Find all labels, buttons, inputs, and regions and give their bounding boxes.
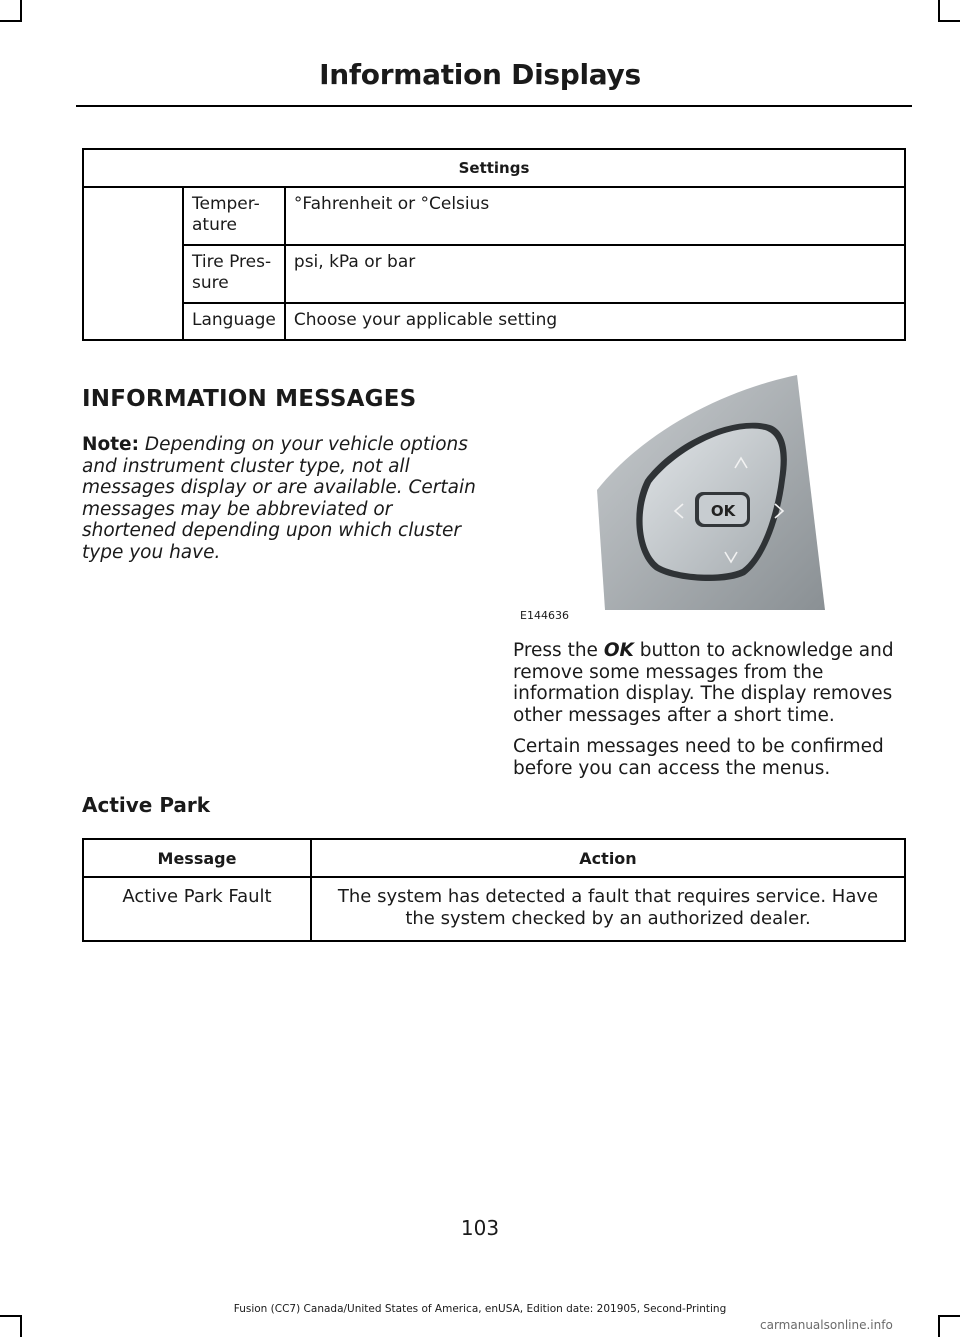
- crop-mark: [20, 1315, 22, 1337]
- settings-value: psi, kPa or bar: [285, 245, 905, 303]
- header-rule: [76, 105, 912, 107]
- note-label: Note:: [82, 434, 139, 455]
- crop-mark: [0, 20, 22, 22]
- message-column-header: Message: [83, 839, 311, 877]
- footer-text: Fusion (CC7) Canada/United States of America, enUSA, Edition date: 201905, Second-Printing: [233, 1303, 727, 1315]
- message-cell: Active Park Fault: [83, 877, 311, 941]
- settings-label: Tire Pres-sure: [183, 245, 285, 303]
- action-column-header: Action: [311, 839, 905, 877]
- settings-label: Temper-ature: [183, 187, 285, 245]
- settings-table-header: Settings: [83, 149, 905, 187]
- table-row: [83, 877, 905, 941]
- settings-table-empty-cell: [83, 187, 183, 340]
- crop-mark: [938, 0, 940, 22]
- paragraph-text: button to acknowledge and remove some messages from the information display. The display removes other messages after a short time.: [513, 640, 894, 726]
- watermark: carmanualsonline.info: [760, 1318, 893, 1332]
- page-title: Information Displays: [319, 58, 641, 91]
- paragraph-text: Press the: [513, 640, 604, 661]
- figure-id: E144636: [520, 609, 569, 622]
- active-park-table: [82, 838, 906, 942]
- ok-emphasis: OK: [603, 640, 634, 661]
- settings-value: °Fahrenheit or °Celsius: [285, 187, 905, 245]
- steering-controls-illustration: [585, 370, 830, 615]
- ok-paragraph: [513, 640, 908, 726]
- page-number: 103: [460, 1216, 500, 1240]
- settings-label: Language: [183, 303, 285, 340]
- note-text: Depending on your vehicle options and instrument cluster type, not all messages display or are available. Certain messages may be abbreviated or shortened depending upon which cluster type you have.: [82, 434, 476, 563]
- subsection-heading: Active Park: [82, 793, 211, 817]
- settings-table: [82, 148, 906, 341]
- steering-wheel-controls-figure: [585, 370, 830, 615]
- confirm-paragraph: Certain messages need to be confirmed before you can access the menus.: [513, 736, 884, 779]
- crop-mark: [0, 1315, 22, 1317]
- crop-mark: [20, 0, 22, 22]
- ok-button-label: OK: [710, 502, 736, 520]
- crop-mark: [938, 20, 960, 22]
- section-heading: INFORMATION MESSAGES: [82, 386, 417, 412]
- settings-value: Choose your applicable setting: [285, 303, 905, 340]
- crop-mark: [938, 1315, 940, 1337]
- note-paragraph: [82, 434, 478, 563]
- crop-mark: [938, 1315, 960, 1317]
- action-cell: The system has detected a fault that requires service. Have the system checked by an authorized dealer.: [311, 877, 905, 941]
